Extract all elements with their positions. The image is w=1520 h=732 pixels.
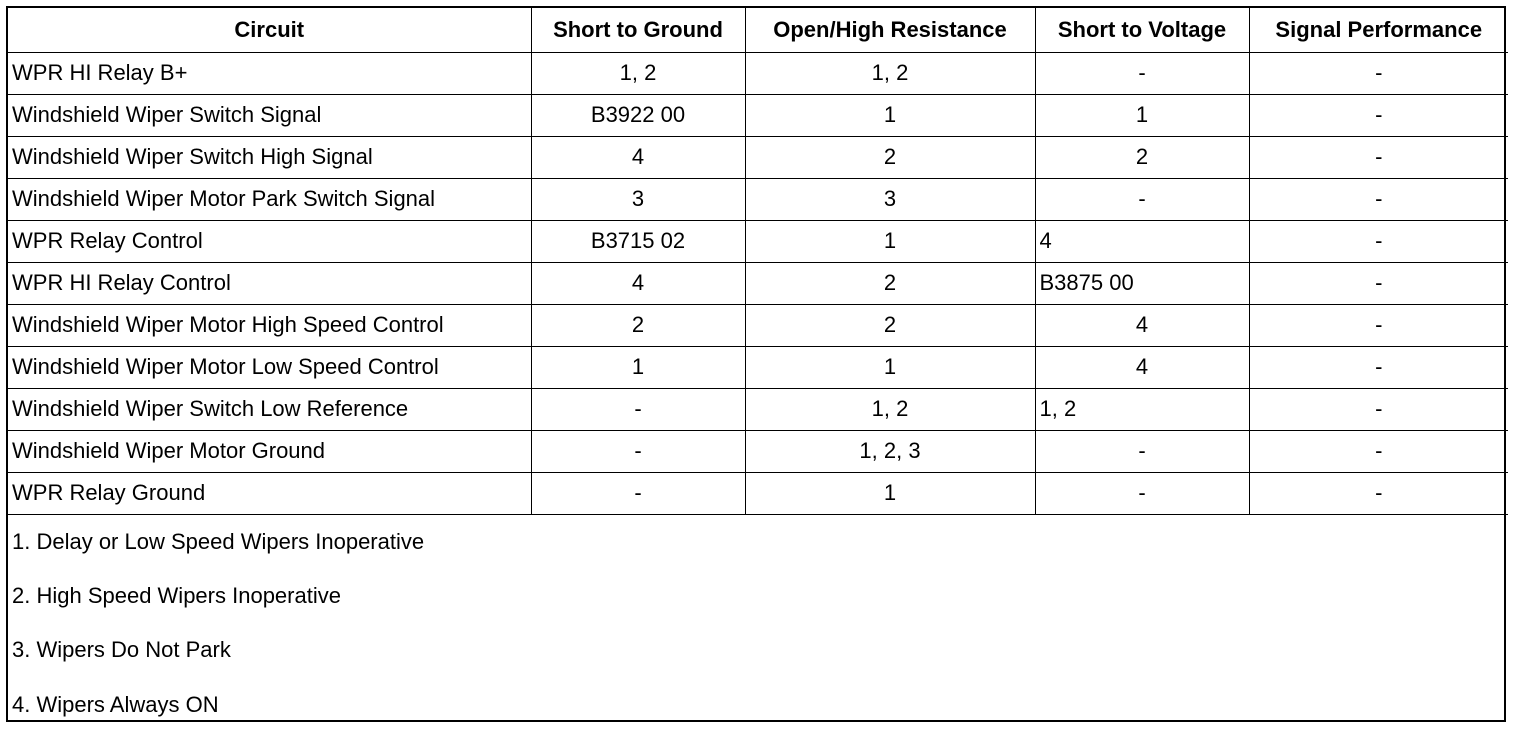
cell-short-to-voltage: 1	[1035, 94, 1249, 136]
cell-circuit: WPR HI Relay B+	[8, 52, 531, 94]
cell-short-to-ground: -	[531, 388, 745, 430]
note-item: 3. Wipers Do Not Park	[8, 623, 1508, 678]
cell-signal-performance: -	[1249, 220, 1508, 262]
notes-row	[8, 623, 1508, 678]
circuit-diagnostic-table	[8, 8, 1508, 732]
table-row	[8, 472, 1508, 514]
notes-row	[8, 514, 1508, 569]
cell-signal-performance: -	[1249, 304, 1508, 346]
cell-short-to-ground: -	[531, 472, 745, 514]
cell-signal-performance: -	[1249, 472, 1508, 514]
cell-open-high-resistance: 1, 2, 3	[745, 430, 1035, 472]
header-signal-performance: Signal Performance	[1249, 8, 1508, 52]
cell-signal-performance: -	[1249, 178, 1508, 220]
table-row	[8, 346, 1508, 388]
table-row	[8, 94, 1508, 136]
cell-signal-performance: -	[1249, 388, 1508, 430]
cell-circuit: Windshield Wiper Switch Low Reference	[8, 388, 531, 430]
cell-signal-performance: -	[1249, 262, 1508, 304]
cell-short-to-voltage: -	[1035, 52, 1249, 94]
table-row	[8, 52, 1508, 94]
cell-short-to-ground: 1, 2	[531, 52, 745, 94]
note-item: 1. Delay or Low Speed Wipers Inoperative	[8, 514, 1508, 569]
cell-short-to-voltage: 4	[1035, 304, 1249, 346]
cell-open-high-resistance: 2	[745, 262, 1035, 304]
cell-short-to-voltage: -	[1035, 178, 1249, 220]
table-row	[8, 430, 1508, 472]
cell-short-to-voltage: 1, 2	[1035, 388, 1249, 430]
cell-open-high-resistance: 1, 2	[745, 388, 1035, 430]
cell-circuit: Windshield Wiper Motor Park Switch Signal	[8, 178, 531, 220]
cell-circuit: Windshield Wiper Motor Low Speed Control	[8, 346, 531, 388]
circuit-diagnostic-table-container	[6, 6, 1506, 722]
header-short-to-ground: Short to Ground	[531, 8, 745, 52]
cell-short-to-ground: 4	[531, 262, 745, 304]
cell-short-to-ground: B3922 00	[531, 94, 745, 136]
cell-short-to-voltage: 4	[1035, 220, 1249, 262]
cell-signal-performance: -	[1249, 136, 1508, 178]
cell-signal-performance: -	[1249, 346, 1508, 388]
cell-short-to-voltage: -	[1035, 472, 1249, 514]
cell-open-high-resistance: 3	[745, 178, 1035, 220]
header-short-to-voltage: Short to Voltage	[1035, 8, 1249, 52]
cell-short-to-voltage: 4	[1035, 346, 1249, 388]
cell-open-high-resistance: 1	[745, 220, 1035, 262]
table-row	[8, 178, 1508, 220]
cell-circuit: WPR Relay Ground	[8, 472, 531, 514]
table-header-row	[8, 8, 1508, 52]
note-item: 2. High Speed Wipers Inoperative	[8, 569, 1508, 624]
notes-row	[8, 569, 1508, 624]
cell-short-to-voltage: 2	[1035, 136, 1249, 178]
cell-short-to-ground: 2	[531, 304, 745, 346]
header-open-high-resistance: Open/High Resistance	[745, 8, 1035, 52]
cell-signal-performance: -	[1249, 94, 1508, 136]
cell-short-to-ground: -	[531, 430, 745, 472]
cell-open-high-resistance: 1	[745, 346, 1035, 388]
cell-short-to-voltage: B3875 00	[1035, 262, 1249, 304]
cell-short-to-ground: 3	[531, 178, 745, 220]
header-circuit: Circuit	[8, 8, 531, 52]
table-row	[8, 136, 1508, 178]
cell-signal-performance: -	[1249, 430, 1508, 472]
note-item: 4. Wipers Always ON	[8, 678, 1508, 732]
cell-short-to-ground: 1	[531, 346, 745, 388]
table-row	[8, 388, 1508, 430]
cell-open-high-resistance: 1, 2	[745, 52, 1035, 94]
cell-open-high-resistance: 1	[745, 472, 1035, 514]
cell-short-to-ground: 4	[531, 136, 745, 178]
cell-circuit: Windshield Wiper Switch Signal	[8, 94, 531, 136]
cell-open-high-resistance: 2	[745, 136, 1035, 178]
notes-row	[8, 678, 1508, 732]
cell-circuit: Windshield Wiper Motor High Speed Control	[8, 304, 531, 346]
table-row	[8, 262, 1508, 304]
cell-circuit: Windshield Wiper Switch High Signal	[8, 136, 531, 178]
cell-circuit: WPR Relay Control	[8, 220, 531, 262]
cell-open-high-resistance: 1	[745, 94, 1035, 136]
cell-circuit: WPR HI Relay Control	[8, 262, 531, 304]
cell-open-high-resistance: 2	[745, 304, 1035, 346]
cell-circuit: Windshield Wiper Motor Ground	[8, 430, 531, 472]
cell-signal-performance: -	[1249, 52, 1508, 94]
cell-short-to-voltage: -	[1035, 430, 1249, 472]
cell-short-to-ground: B3715 02	[531, 220, 745, 262]
table-row	[8, 220, 1508, 262]
table-row	[8, 304, 1508, 346]
